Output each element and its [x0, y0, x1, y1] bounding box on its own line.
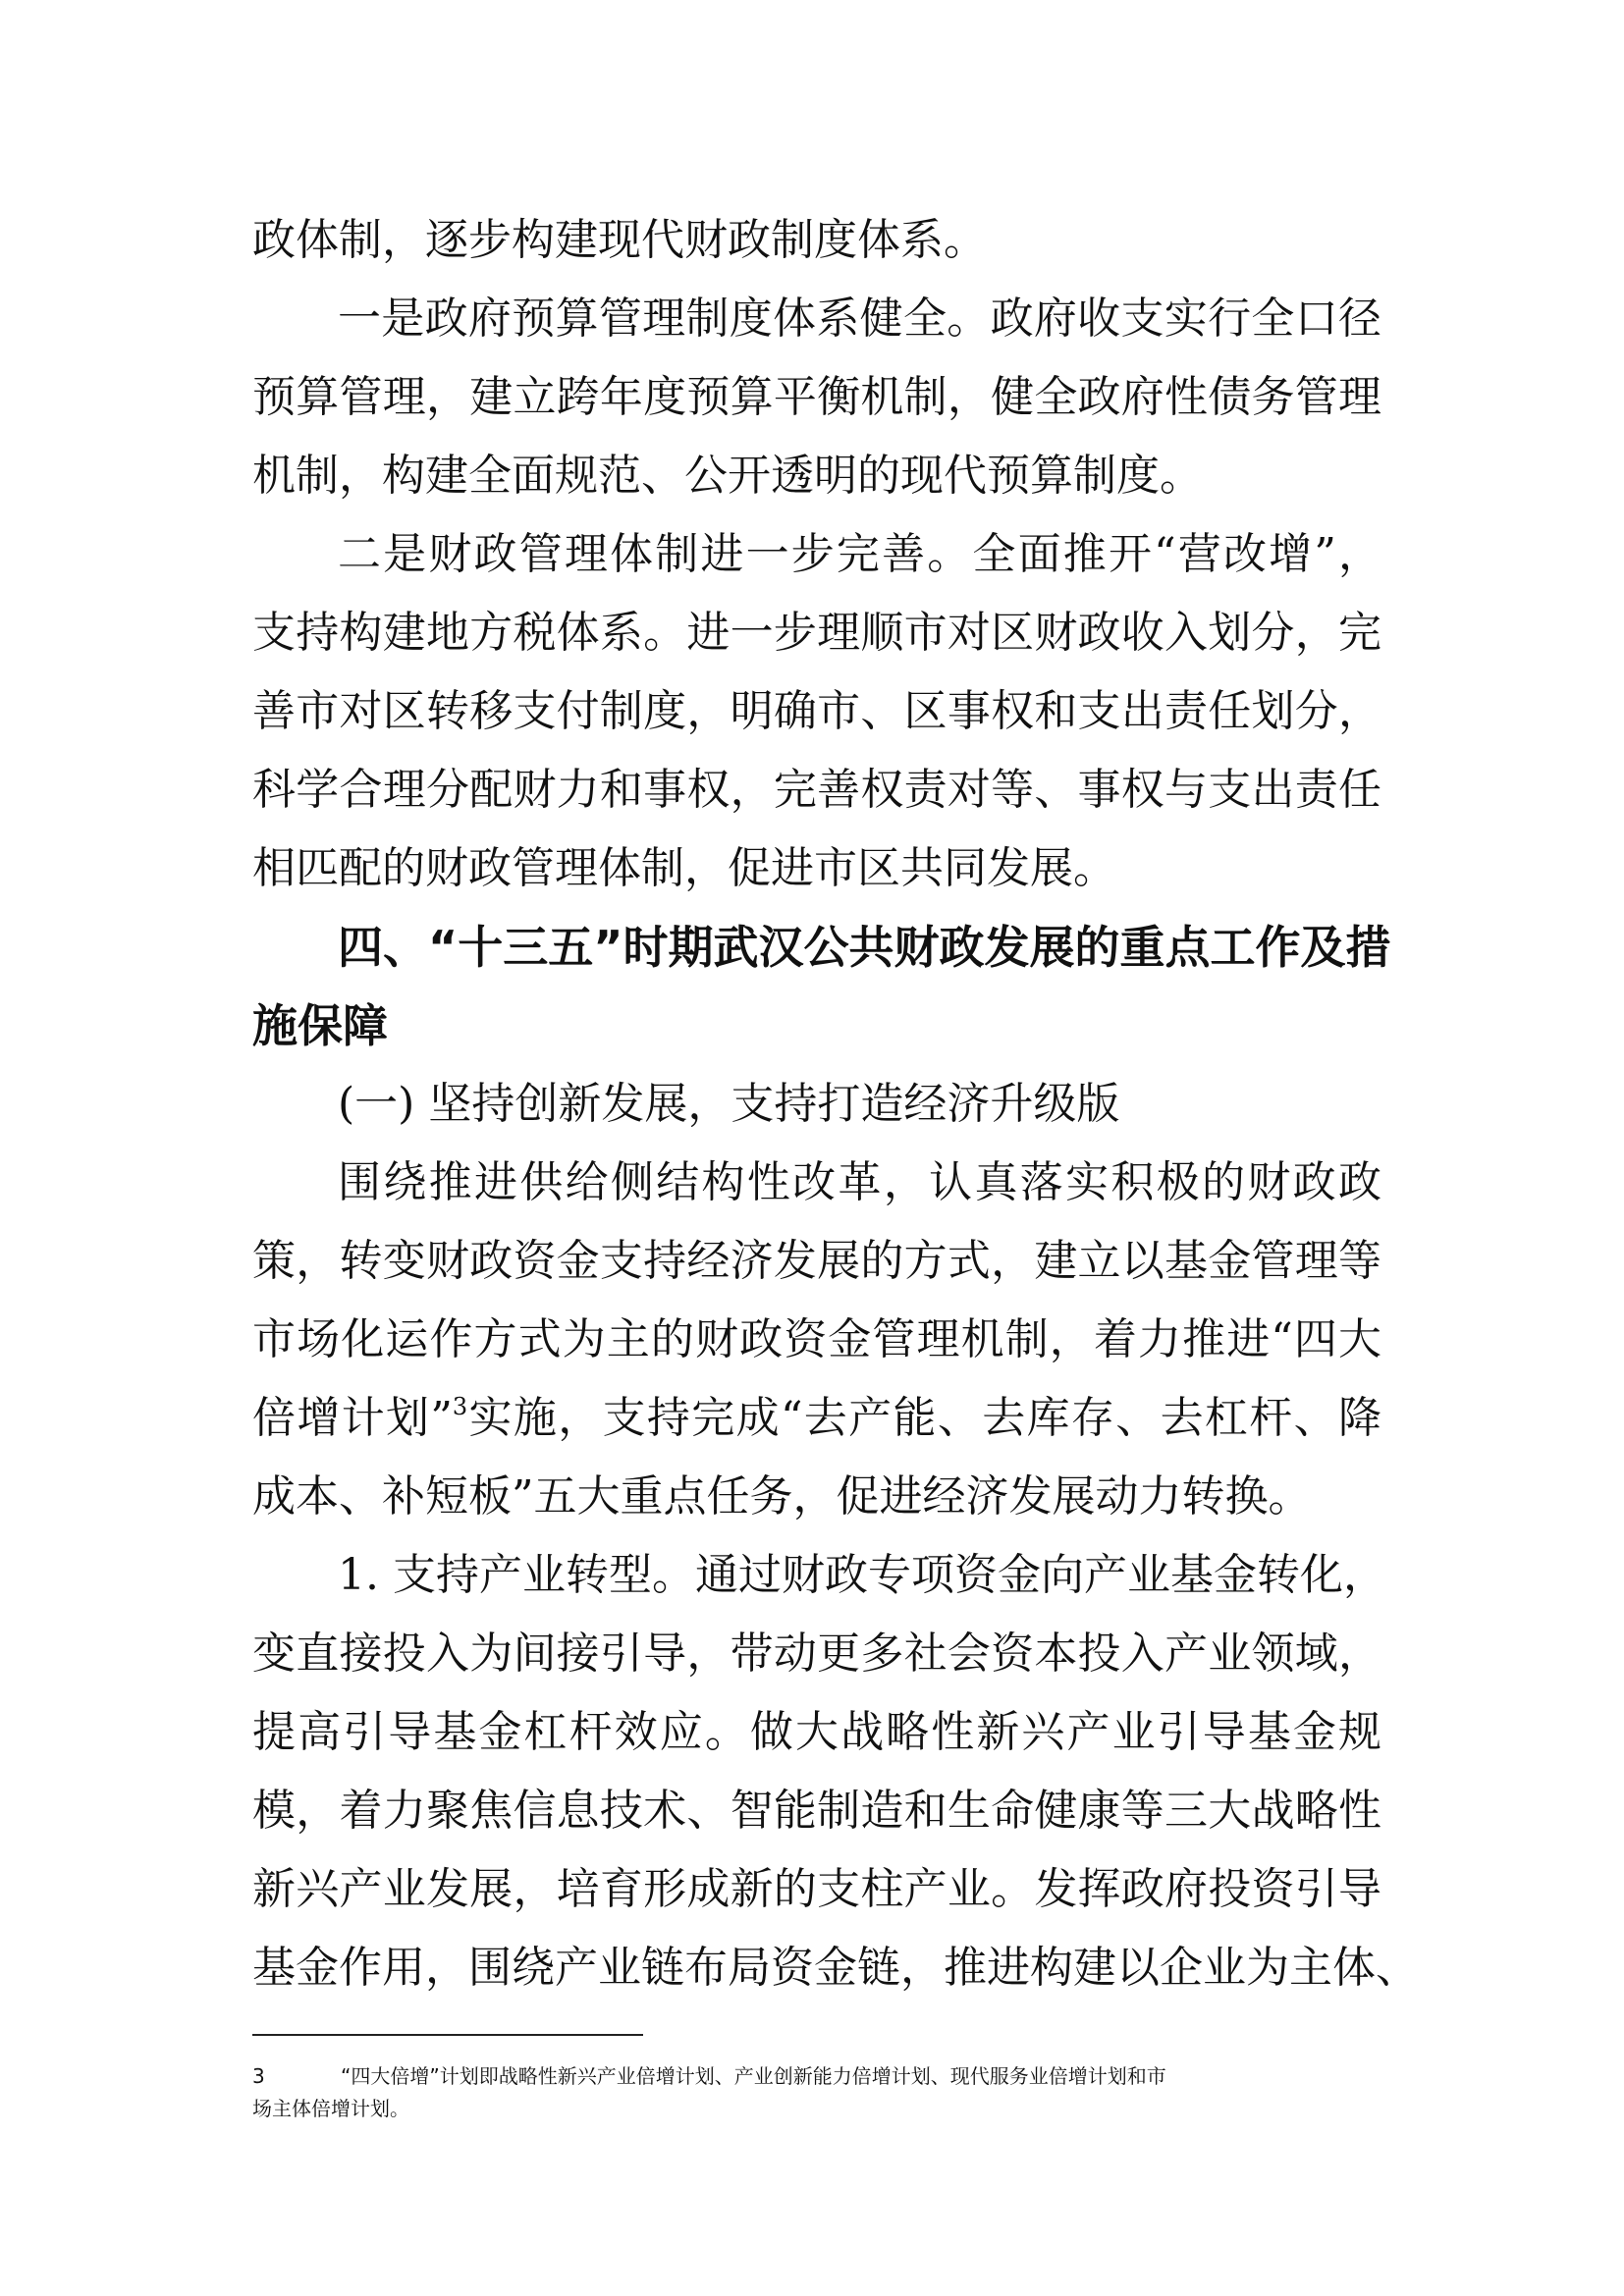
footnote-separator: [252, 2034, 643, 2036]
body-line: 市场化运作方式为主的财政资金管理机制，着力推进“四大: [252, 1314, 1381, 1364]
footnote-text: 场主体倍增计划。: [252, 2097, 409, 2120]
body-line: 二是财政管理体制进一步完善。全面推开“营改增”，: [338, 529, 1381, 579]
body-text-segment: 倍增计划”: [252, 1393, 453, 1443]
body-line: 成本、补短板”五大重点任务，促进经济发展动力转换。: [252, 1471, 1312, 1522]
body-line: 策，转变财政资金支持经济发展的方式，建立以基金管理等: [252, 1236, 1381, 1286]
body-line-with-footnote: [252, 1379, 1381, 1458]
body-line: 相匹配的财政管理体制，促进市区共同发展。: [252, 843, 1116, 893]
body-line: 预算管理，建立跨年度预算平衡机制，健全政府性债务管理: [252, 372, 1381, 422]
body-text-segment: 实施，支持完成“去产能、去库存、去杠杆、降: [467, 1393, 1381, 1443]
body-line: 提高引导基金杠杆效应。做大战略性新兴产业引导基金规: [252, 1707, 1381, 1757]
body-line: 科学合理分配财力和事权，完善权责对等、事权与支出责任: [252, 765, 1381, 815]
body-line: 基金作用，围绕产业链布局资金链，推进构建以企业为主体、: [252, 1943, 1419, 1993]
body-line: 支持构建地方税体系。进一步理顺市对区财政收入划分，完: [252, 608, 1381, 658]
subsection-heading: (一) 坚持创新发展，支持打造经济升级版: [338, 1079, 1120, 1129]
section-heading: 四、“十三五”时期武汉公共财政发展的重点工作及措: [338, 921, 1391, 974]
footnote-text: “四大倍增”计划即战略性新兴产业倍增计划、产业创新能力倍增计划、现代服务业倍增计划和市: [341, 2064, 1166, 2088]
footnote-reference[interactable]: 3: [452, 1393, 468, 1420]
body-line: 变直接投入为间接引导，带动更多社会资本投入产业领域，: [252, 1629, 1381, 1679]
body-line: 一是政府预算管理制度体系健全。政府收支实行全口径: [338, 294, 1381, 344]
body-line: 善市对区转移支付制度，明确市、区事权和支出责任划分，: [252, 686, 1381, 736]
body-line: 政体制，逐步构建现代财政制度体系。: [252, 215, 987, 265]
footnote-number: 3: [252, 2064, 265, 2088]
body-line: 机制，构建全面规范、公开透明的现代预算制度。: [252, 451, 1203, 501]
body-line: 模，着力聚焦信息技术、智能制造和生命健康等三大战略性: [252, 1786, 1381, 1836]
body-line: 围绕推进供给侧结构性改革，认真落实积极的财政政: [338, 1157, 1381, 1207]
body-line: 1. 支持产业转型。通过财政专项资金向产业基金转化，: [338, 1550, 1386, 1600]
body-line: 新兴产业发展，培育形成新的支柱产业。发挥政府投资引导: [252, 1864, 1381, 1914]
section-heading-continued: 施保障: [252, 999, 388, 1052]
